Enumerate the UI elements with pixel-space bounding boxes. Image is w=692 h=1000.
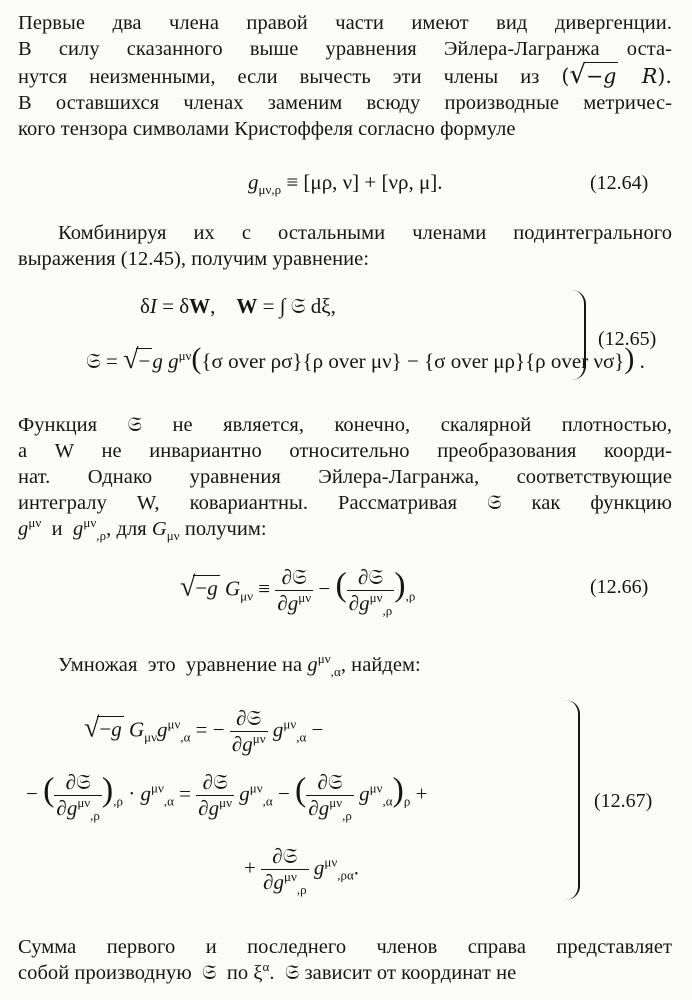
equation-12-65-line1: δI = δW, W = ∫ 𝔖 dξ, <box>140 294 336 318</box>
right-brace <box>570 290 586 380</box>
equation-12-67-line1: √−g $G_{\mu\nu}g^{\mu\nu}_{,\alpha}$ = − $\frac{\text{∂𝔖}}{\partial g^{\mu\nu}}$ $g^{\mu\nu}_{,\alpha}$ − <box>84 706 324 756</box>
text-line: собой производную 𝔖 по $\xi^\alpha$. 𝔖 зависит от координат не <box>18 959 517 984</box>
equation-number: (12.67) <box>594 790 653 812</box>
text-line: интегралу W, ковариантны. Рассматривая 𝔖 как функцию <box>18 492 672 514</box>
text-line: В силу сказанного выше уравнения Эйлера-Лагранжа оста- <box>18 38 672 60</box>
equation-number: (12.64) <box>590 172 649 194</box>
equation-12-67-line2: − ( $\frac{\text{∂𝔖}}{\partial g^{\mu\nu}_{,\rho}}$ )$_{,\rho} \cdot g^{\mu\nu}_{,\alpha}$ = $\frac{\text{∂𝔖}}{\partial g^{\mu\nu}}$ $g^{\mu\nu}_{,\alpha}$ − ( $\frac{\text{∂𝔖}}{\partial g^{\mu\nu}_{,\rho}}$ $g^{\mu\nu}_{,\alpha})_\rho$ + <box>26 770 428 824</box>
text-line: а W не инвариантно относительно преобразования коорди- <box>18 440 672 462</box>
equation-12-66: √−g $G_{\mu\nu}$ ≡ $\frac{\text{∂𝔖}}{\partial g^{\mu\nu}}$ − ( $\frac{\text{∂𝔖}}{\partial g^{\mu\nu}_{,\rho}}$ )$_{,\rho}$ <box>180 565 416 619</box>
text-line: Комбинируя их с остальными членами подинтегрального <box>58 222 672 244</box>
text-line: Функция 𝔖 не является, конечно, скалярной плотностью, <box>18 414 672 436</box>
paragraph-3 <box>18 412 672 542</box>
paragraph-5 <box>18 934 672 986</box>
text-line: Первые два члена правой части имеют вид дивергенции. <box>18 12 672 34</box>
equation-12-64: $g_{\mu\nu,\rho} \equiv [\mu\rho$, ν] + [νρ, μ]. <box>248 170 443 198</box>
text-line: выражения (12.45), получим уравнение: <box>18 248 370 270</box>
text-line: кого тензора символами Кристоффеля согласно формуле <box>18 118 516 140</box>
equation-number: (12.66) <box>590 576 649 598</box>
equation-12-65-line2: 𝔖 = √−g $g^{\mu\nu}(\{\sigma$ over ρσ}{ρ over μν} − {σ over μρ}{ρ over νσ}) . <box>86 342 645 375</box>
right-brace <box>564 700 580 900</box>
text-line: В оставшихся членах заменим всюду производные метричес- <box>18 92 672 114</box>
equation-12-67-line3: + $\frac{\text{∂𝔖}}{\partial g^{\mu\nu}_{,\rho}}$ $g^{\mu\nu}_{,\rho\alpha}$. <box>244 844 360 898</box>
paragraph-2 <box>18 220 672 272</box>
text-line: Умножая это уравнение на $g^{\mu\nu}_{,\alpha}$, найдем: <box>58 651 421 680</box>
text-line: нат. Однако уравнения Эйлера-Лагранжа, соответствующие <box>18 466 672 488</box>
equation-number: (12.65) <box>598 328 657 350</box>
text-line: нутся неизменными, если вычесть эти члены из (√−g R). <box>18 60 672 90</box>
paragraph-4 <box>18 652 672 678</box>
text-line: $g^{\mu\nu}$ и $g^{\mu\nu}_{,\rho}$, для $G_{\mu\nu}$ получим: <box>18 515 267 544</box>
text-line: Сумма первого и последнего членов справа представляет <box>18 936 672 958</box>
paragraph-1 <box>18 10 672 142</box>
